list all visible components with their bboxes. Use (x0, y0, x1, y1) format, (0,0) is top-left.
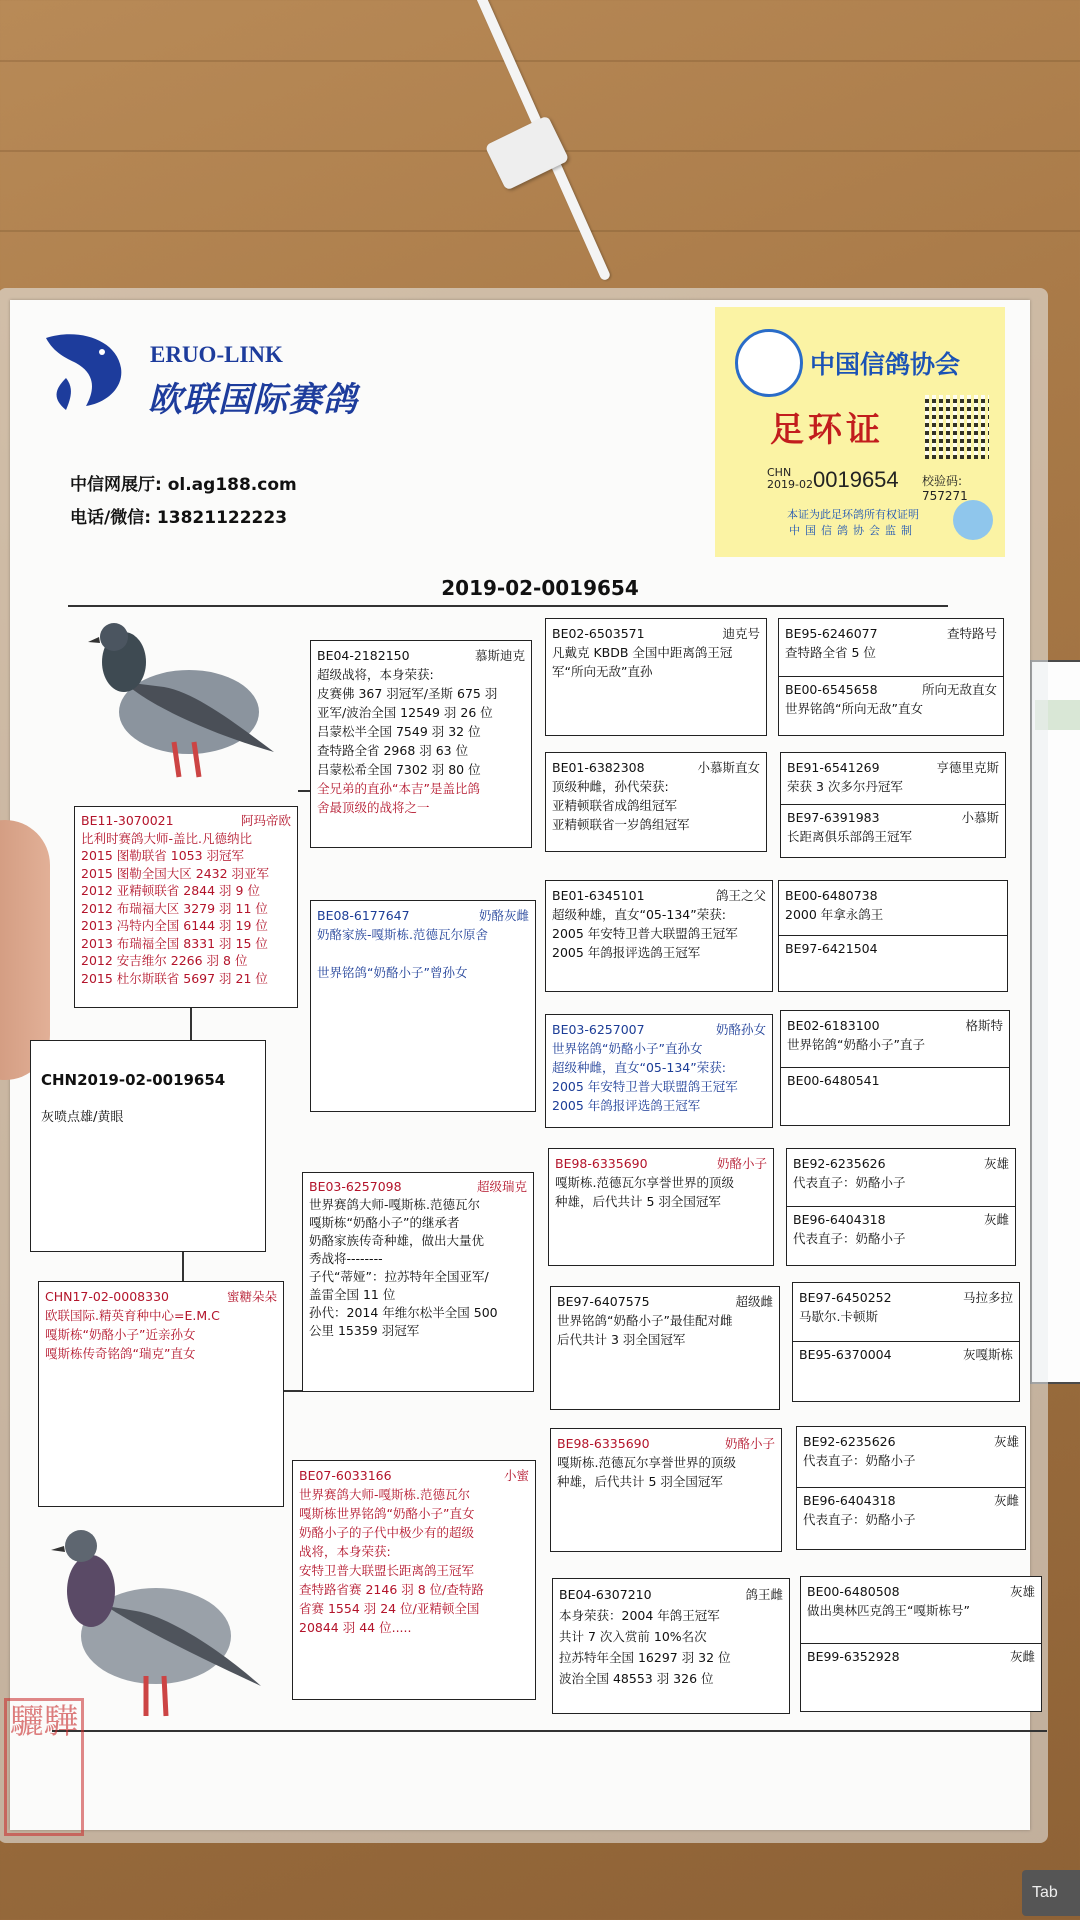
sire-line: 2013 冯特内全国 6144 羽 19 位 (81, 918, 268, 933)
ss-name: 慕斯迪克 (474, 648, 525, 663)
title-rule (68, 605, 948, 607)
g2-ring: BE01-6382308 (552, 760, 645, 775)
gg-bottom (787, 1071, 1003, 1090)
gg-name: 马拉多拉 (962, 1290, 1013, 1305)
ss-red-line: 全兄弟的直孙“本吉”是盖比鸽 (317, 781, 480, 796)
gg-text: 代表直子：奶酪小子 (803, 1453, 916, 1468)
gg-bottom (803, 1491, 1019, 1529)
gg-ring: BE00-6480738 (785, 888, 878, 903)
gg-name: 亨德里克斯 (936, 760, 999, 775)
gg-pair-box (780, 1010, 1010, 1126)
sire-line: 2012 安吉维尔 2266 羽 8 位 (81, 953, 248, 968)
gg-top (785, 886, 1001, 924)
ds-line: 孙代：2014 年维尔松半全国 500 (309, 1305, 498, 1320)
cert-chn: CHN (767, 466, 792, 479)
gg-ring: BE95-6370004 (799, 1347, 892, 1362)
gg-ring: BE97-6450252 (799, 1290, 892, 1305)
ss-lines (317, 665, 525, 779)
gg-ring: BE96-6404318 (803, 1493, 896, 1508)
g8-line: 波治全国 48553 羽 326 位 (559, 1671, 714, 1686)
subject-desc: 灰喷点雄/黄眼 (41, 1110, 124, 1125)
gg-pair-box (778, 880, 1008, 992)
gg-top (785, 624, 997, 662)
g6-ring: BE97-6407575 (557, 1294, 650, 1309)
dd-line: 省赛 1554 羽 24 位/亚精顿全国 (299, 1601, 480, 1616)
gg-bottom (793, 1210, 1009, 1248)
gg-head (785, 886, 1001, 905)
dam-lines (45, 1306, 277, 1363)
sire-line: 2012 布瑞福大区 3279 羽 11 位 (81, 900, 268, 916)
dd-line: 查特路省赛 2146 羽 8 位/查特路 (299, 1582, 484, 1597)
gg-text: 查特路全省 5 位 (785, 645, 876, 660)
sd-line: 奶酪家族-嘎斯栋.范德瓦尔原舍 (317, 927, 488, 942)
sire-line: 比利时赛鸽大师-盖比.凡德纳比 (81, 830, 252, 846)
ds-name: 超级瑞克 (476, 1179, 527, 1194)
gg-top (793, 1154, 1009, 1192)
gg-head (803, 1432, 1019, 1451)
gg-divider (793, 1341, 1019, 1342)
gg-ring: BE91-6541269 (787, 760, 880, 775)
gg-ring: BE95-6246077 (785, 626, 878, 641)
gg-bottom (785, 680, 997, 718)
dd-line: 战将，本身荣获: (299, 1544, 391, 1559)
ds-box (302, 1172, 534, 1392)
gg-head (807, 1582, 1035, 1601)
sd-lines (317, 925, 529, 982)
gg-ring: BE92-6235626 (793, 1156, 886, 1171)
g7-ring: BE98-6335690 (557, 1436, 650, 1451)
dam-name: 蜜糖朵朵 (226, 1289, 277, 1304)
g5-name: 奶酪小子 (716, 1156, 767, 1171)
g4-line: 世界铭鸽“奶酪小子”直孙女 (552, 1041, 703, 1056)
contact-web: 中信网展厅: ol.ag188.com (70, 475, 297, 495)
gg-name: 灰雄 (1009, 1584, 1035, 1599)
dam-head (45, 1287, 277, 1306)
gg-head (787, 808, 999, 827)
dam-line: 欧联国际.精英育种中心=E.M.C (45, 1308, 220, 1323)
g4-ring: BE03-6257007 (552, 1022, 645, 1037)
contact-phone: 电话/微信: 13821122223 (70, 508, 288, 528)
pigeon-logo-icon (36, 318, 131, 413)
gg-name: 灰雄 (983, 1156, 1009, 1171)
sire-name: 阿玛帝欧 (240, 813, 291, 828)
g1-ring: BE02-6503571 (552, 626, 645, 641)
gg-head (785, 680, 997, 699)
gg-ring: BE96-6404318 (793, 1212, 886, 1227)
cert-check: 校验码: 757271 (922, 474, 968, 503)
tab-key: Tab (1022, 1870, 1080, 1916)
dam-ring: CHN17-02-0008330 (45, 1289, 169, 1304)
gg-ring: BE00-6545658 (785, 682, 878, 697)
g6-line: 后代共计 3 羽全国冠军 (557, 1332, 686, 1347)
gg-name: 查特路号 (946, 626, 997, 641)
gg-head (807, 1647, 1035, 1666)
g3-lines (552, 905, 766, 962)
g1-lines (552, 643, 760, 681)
gg-text: 马歇尔.卡顿斯 (799, 1309, 878, 1324)
gg-divider (787, 1206, 1015, 1207)
gg-pair-box (780, 752, 1006, 858)
gg-ring: BE99-6352928 (807, 1649, 900, 1664)
gg-divider (779, 676, 1003, 677)
g7-line: 种雄，后代共计 5 羽全国冠军 (557, 1474, 723, 1489)
g2-line: 亚精顿联省成鸽组冠军 (552, 798, 678, 813)
gg-head (785, 624, 997, 643)
ss-line: 超级战将，本身荣获: (317, 667, 434, 682)
gg-pair-box (792, 1282, 1020, 1402)
gg-ring: BE97-6421504 (785, 941, 878, 956)
gg-top (799, 1288, 1013, 1326)
g3-line: 2005 年安特卫普大联盟鸽王冠军 (552, 926, 738, 941)
gg-head (787, 1071, 1003, 1090)
association-seal-icon (735, 329, 803, 397)
sire-line: 2013 布瑞福全国 8331 羽 15 位 (81, 935, 268, 951)
ss-line: 亚军/波治全国 12549 羽 26 位 (317, 705, 493, 720)
dd-box (292, 1460, 536, 1700)
cert-org: 中国信鸽协会 (810, 350, 961, 379)
g4-name: 奶酪孙女 (715, 1022, 766, 1037)
gg-name: 灰雌 (993, 1493, 1019, 1508)
sd-ring: BE08-6177647 (317, 908, 410, 923)
gg-bottom (807, 1647, 1035, 1666)
g3-line: 超级种雄，直女“05-134”荣获: (552, 907, 726, 922)
g5-box (548, 1148, 774, 1266)
gg-divider (801, 1643, 1041, 1644)
g8-box (552, 1578, 790, 1714)
g2-name: 小慕斯直女 (697, 760, 760, 775)
g3-box (545, 880, 773, 992)
g7-line: 嘎斯栋.范德瓦尔享誉世界的顶级 (557, 1455, 736, 1470)
cert-note-1: 本证为此足环鸽所有权证明 (787, 508, 919, 521)
g3-name: 鸽王之父 (715, 888, 766, 903)
sire-lines (81, 830, 291, 988)
gg-text: 代表直子：奶酪小子 (803, 1512, 916, 1527)
gg-head (799, 1345, 1013, 1364)
gg-text: 代表直子：奶酪小子 (793, 1231, 906, 1246)
dd-line: 奶酪小子的子代中极少有的超级 (299, 1525, 475, 1540)
gg-bottom (799, 1345, 1013, 1364)
g4-line: 超级种雌，直女“05-134”荣获: (552, 1060, 726, 1075)
cert-year: 2019-02 (767, 478, 813, 491)
sd-line (317, 944, 529, 963)
gg-pair-box (800, 1576, 1042, 1712)
g5-lines (555, 1173, 767, 1211)
dam-box (38, 1281, 284, 1507)
gg-name: 灰雌 (983, 1212, 1009, 1227)
g1-box (545, 618, 767, 736)
sire-head (81, 812, 291, 830)
connector (182, 1252, 184, 1282)
g5-line: 嘎斯栋.范德瓦尔享誉世界的顶级 (555, 1175, 734, 1190)
gg-bottom (785, 939, 1001, 958)
g2-lines (552, 777, 760, 834)
gg-head (793, 1210, 1009, 1229)
ds-line: 盖雷全国 11 位 (309, 1287, 396, 1302)
g4-line: 2005 年鸽报评选鸽王冠军 (552, 1098, 701, 1113)
dd-line: 世界赛鸽大师-嘎斯栋.范德瓦尔 (299, 1487, 470, 1502)
gg-ring: BE00-6480541 (787, 1073, 880, 1088)
brand-cn: 欧联国际赛鸽 (148, 380, 358, 420)
g2-line: 亚精顿联省一岁鸽组冠军 (552, 817, 690, 832)
sire-line: 2015 图勒联省 1053 羽冠军 (81, 848, 245, 863)
gg-head (793, 1154, 1009, 1173)
subject-ring: CHN2019-02-0019654 (41, 1071, 226, 1089)
gg-ring: BE92-6235626 (803, 1434, 896, 1449)
ss-red-lines (317, 779, 525, 817)
gg-head (787, 1016, 1003, 1035)
qr-code-mask (925, 395, 989, 459)
g4-box (545, 1014, 773, 1128)
connector (284, 1390, 302, 1392)
ss-line: 查特路全省 2968 羽 63 位 (317, 743, 469, 758)
sire-line: 2012 亚精顿联省 2844 羽 9 位 (81, 883, 260, 898)
cert-ring: 0019654 (813, 467, 899, 492)
gg-name: 灰嘎斯栋 (962, 1347, 1013, 1362)
sd-line: 世界铭鸽“奶酪小子”曾孙女 (317, 965, 468, 980)
gg-top (787, 1016, 1003, 1054)
g6-lines (557, 1311, 773, 1349)
g3-line: 2005 年鸽报评选鸽王冠军 (552, 945, 701, 960)
gg-head (803, 1491, 1019, 1510)
cert-note (753, 507, 953, 539)
dd-ring: BE07-6033166 (299, 1468, 392, 1483)
sd-box (310, 900, 536, 1112)
ds-line: 公里 15359 羽冠军 (309, 1323, 420, 1338)
gg-text: 做出奥林匹克鸽王“嘎斯栋号” (807, 1603, 970, 1618)
g3-ring: BE01-6345101 (552, 888, 645, 903)
gg-name: 小慕斯 (961, 810, 999, 825)
cert-title: 足环证 (770, 410, 884, 450)
ss-line: 皮赛佛 367 羽冠军/圣斯 675 羽 (317, 686, 498, 701)
gg-bottom (787, 808, 999, 846)
sire-line: 2015 杜尔斯联省 5697 羽 21 位 (81, 970, 268, 986)
ds-line: 秀战将-------- (309, 1251, 383, 1266)
ds-line: 嘎斯栋“奶酪小子”的继承者 (309, 1215, 460, 1230)
g2-box (545, 752, 767, 852)
g4-line: 2005 年安特卫普大联盟鸽王冠军 (552, 1079, 738, 1094)
gg-divider (781, 1067, 1009, 1068)
gg-text: 代表直子：奶酪小子 (793, 1175, 906, 1190)
brand-en: ERUO-LINK (150, 342, 283, 367)
gg-ring: BE00-6480508 (807, 1584, 900, 1599)
g8-lines (559, 1605, 783, 1689)
ss-red-line: 舍最顶级的战将之一 (317, 800, 430, 815)
ds-lines (309, 1196, 527, 1340)
gg-text: 2000 年拿永鸽王 (785, 907, 884, 922)
sire-box (74, 806, 298, 1008)
ds-line: 子代“蒂娅”：拉苏特年全国亚军/ (309, 1269, 489, 1284)
gg-text: 世界铭鸽“所向无敌”直女 (785, 701, 923, 716)
ss-line: 吕蒙松半全国 7549 羽 32 位 (317, 724, 481, 739)
g1-line: 军“所向无敌”直孙 (552, 664, 653, 679)
g6-box (550, 1286, 780, 1410)
gg-name: 灰雌 (1009, 1649, 1035, 1664)
sd-name: 奶酪灰雌 (478, 908, 529, 923)
gg-text: 长距离俱乐部鸽王冠军 (787, 829, 913, 844)
gg-pair-box (796, 1426, 1026, 1550)
dd-name: 小蜜 (503, 1468, 529, 1483)
g8-name: 鸽王雌 (745, 1587, 783, 1602)
gg-head (799, 1288, 1013, 1307)
g6-line: 世界铭鸽“奶酪小子”最佳配对雌 (557, 1313, 733, 1328)
ring-certificate (715, 307, 1005, 557)
connector (298, 790, 310, 792)
sire-ring: BE11-3070021 (81, 813, 174, 828)
gg-head (787, 758, 999, 777)
pigeon-photo-top (84, 612, 284, 802)
cert-badge (953, 500, 993, 540)
gg-divider (797, 1487, 1025, 1488)
dd-line: 嘎斯栋世界铭鸽“奶酪小子”直女 (299, 1506, 475, 1521)
gg-pair-box (778, 618, 1004, 736)
ss-ring: BE04-2182150 (317, 648, 410, 663)
g8-line: 共计 7 次入赏前 10%名次 (559, 1629, 707, 1644)
g7-name: 奶酪小子 (724, 1436, 775, 1451)
gg-top (807, 1582, 1035, 1620)
dd-line: 20844 羽 44 位..... (299, 1620, 412, 1635)
dd-line: 安特卫普大联盟长距离鸽王冠军 (299, 1563, 475, 1578)
gg-ring: BE02-6183100 (787, 1018, 880, 1033)
connector (190, 1003, 192, 1041)
dam-line: 嘎斯栋“奶酪小子”近亲孙女 (45, 1327, 196, 1342)
g4-lines (552, 1039, 766, 1115)
gg-top (803, 1432, 1019, 1470)
g7-box (550, 1428, 782, 1552)
gg-name: 所向无敌直女 (921, 682, 997, 697)
gg-divider (781, 804, 1005, 805)
g7-lines (557, 1453, 775, 1491)
gg-pair-box (786, 1148, 1016, 1266)
ss-box (310, 640, 532, 848)
gg-divider (779, 935, 1007, 936)
cert-note-2: 中国信鸽协会监制 (789, 524, 917, 537)
pedigree-title: 2019-02-0019654 (441, 576, 639, 600)
ss-line: 吕蒙松希全国 7302 羽 80 位 (317, 762, 481, 777)
ds-ring: BE03-6257098 (309, 1179, 402, 1194)
dd-lines (299, 1485, 529, 1637)
g1-line: 凡戴克 KBDB 全国中距离鸽王冠 (552, 645, 733, 660)
gg-top (787, 758, 999, 796)
g5-line: 种雄，后代共计 5 羽全国冠军 (555, 1194, 721, 1209)
ds-line: 世界赛鸽大师-嘎斯栋.范德瓦尔 (309, 1197, 480, 1212)
cert-chn-block (767, 467, 813, 491)
sire-line: 2015 图勒全国大区 2432 羽亚军 (81, 865, 270, 881)
g8-line: 本身荣获：2004 年鸽王冠军 (559, 1608, 720, 1623)
gg-text: 荣获 3 次多尔丹冠军 (787, 779, 903, 794)
dam-line: 嘎斯栋传奇铭鸽“瑞克”直女 (45, 1346, 196, 1361)
ds-line: 奶酪家族传奇种雄，做出大量优 (309, 1233, 485, 1248)
subject-box (30, 1040, 266, 1252)
seal-stamp: 驪驊 (4, 1698, 84, 1836)
g1-name: 迪克号 (722, 626, 760, 641)
g6-name: 超级雌 (735, 1294, 773, 1309)
g5-ring: BE98-6335690 (555, 1156, 648, 1171)
gg-ring: BE97-6391983 (787, 810, 880, 825)
gg-text: 世界铭鸽“奶酪小子”直子 (787, 1037, 925, 1052)
gg-name: 格斯特 (965, 1018, 1003, 1033)
gg-name: 灰雄 (993, 1434, 1019, 1449)
g2-line: 顶级种雌，孙代荣获: (552, 779, 669, 794)
g8-ring: BE04-6307210 (559, 1587, 652, 1602)
g8-line: 拉苏特年全国 16297 羽 32 位 (559, 1650, 731, 1665)
gg-head (785, 939, 1001, 958)
